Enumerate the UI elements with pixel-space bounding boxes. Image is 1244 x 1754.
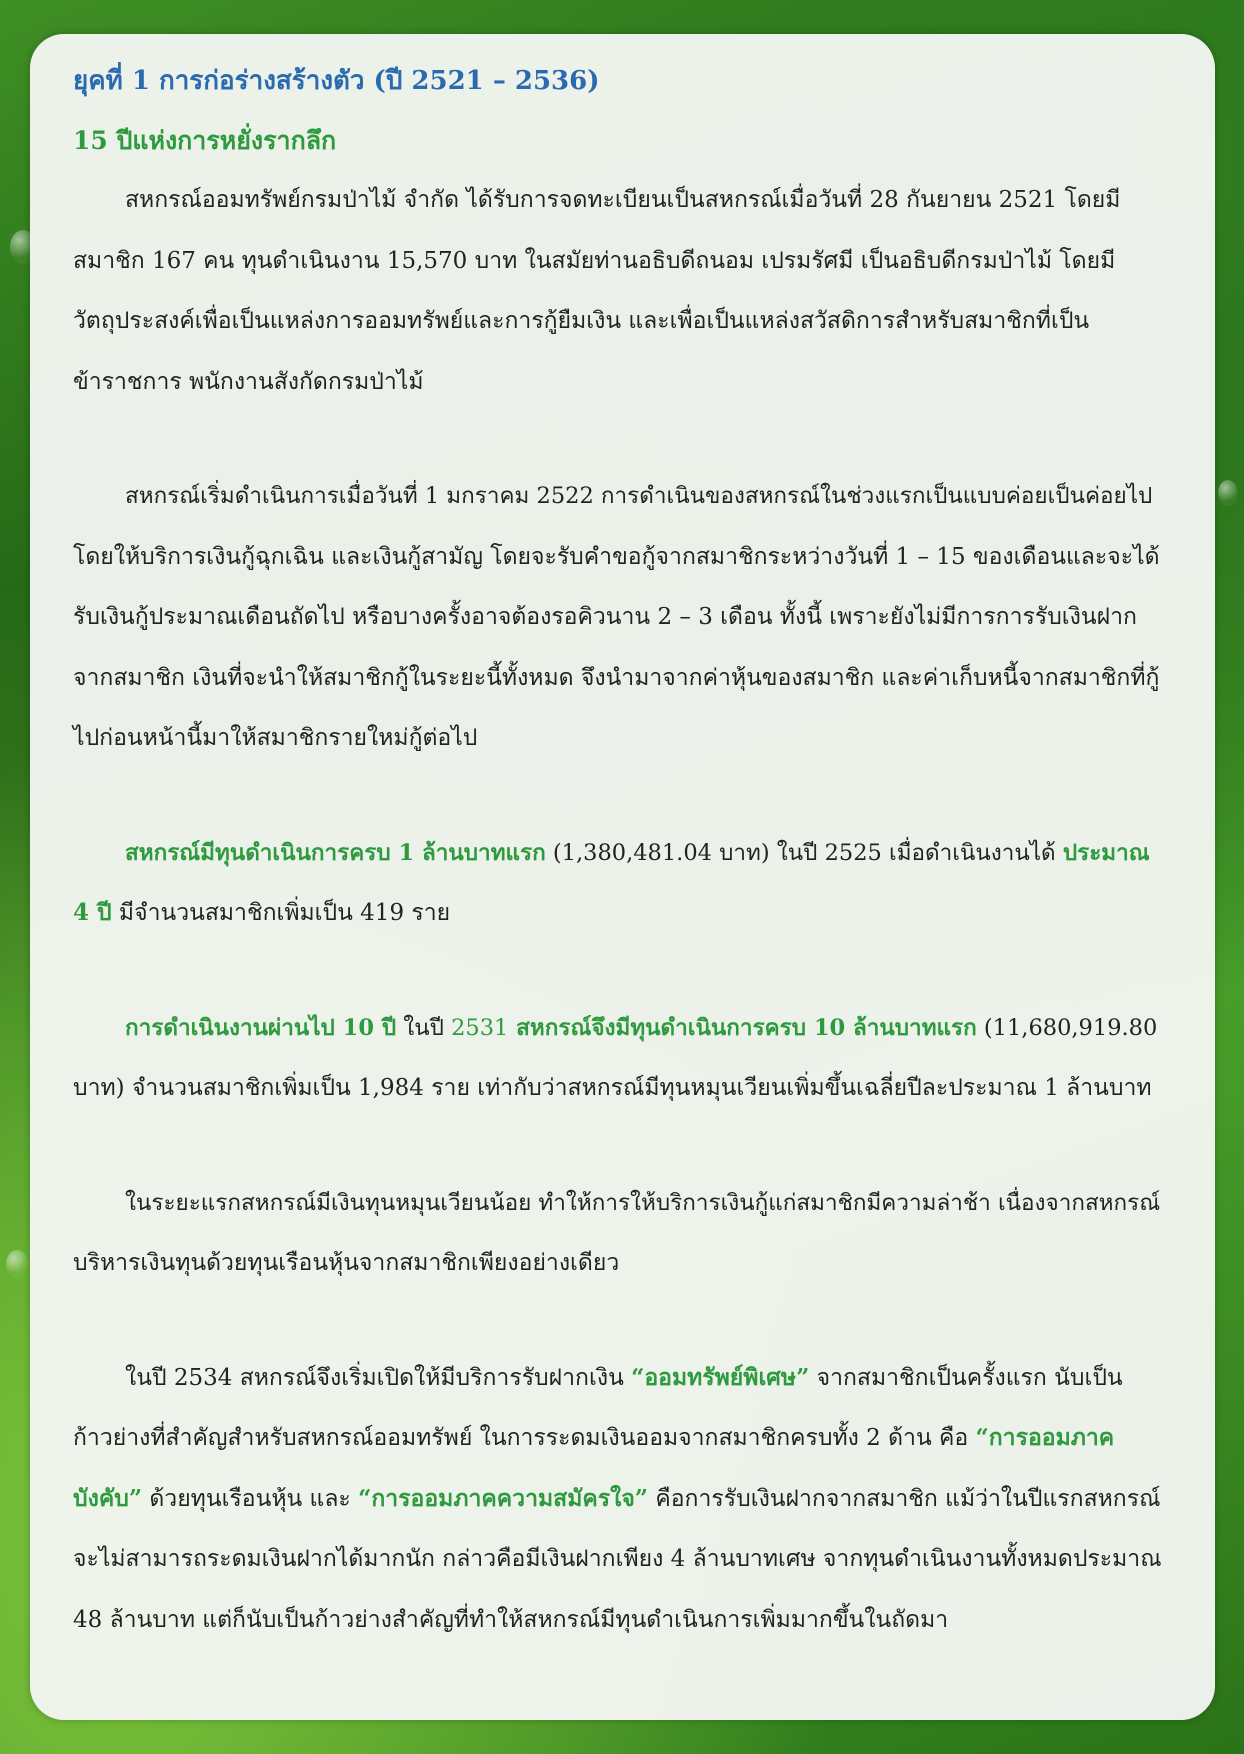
paragraph-1	[73, 170, 1168, 412]
page-subtitle: 15 ปีแห่งการหยั่งรากลึก	[73, 126, 337, 155]
highlight-text: สหกรณ์มีทุนดำเนินการครบ 1 ล้านบาทแรก	[125, 839, 546, 866]
text-span: ก้าวย่างที่สำคัญสำหรับสหกรณ์ออมทรัพย์ ในการระดมเงินออมจากสมาชิกครบทั้ง 2 ด้าน คือ	[73, 1425, 976, 1451]
highlight-text: “การออมภาค	[975, 1424, 1115, 1451]
text-line: วัตถุประสงค์เพื่อเป็นแหล่งการออมทรัพย์และการกู้ยืมเงิน และเพื่อเป็นแหล่งสวัสดิการสำหรับสมาชิกที่เป็น	[73, 308, 1090, 334]
highlight-number: 2531	[451, 1014, 509, 1041]
text-span: ในปี 2534 สหกรณ์จึงเริ่มเปิดให้มีบริการรับฝากเงิน	[125, 1364, 632, 1391]
highlight-text: การดำเนินงานผ่านไป 10 ปี	[125, 1014, 397, 1041]
text-line: รับเงินกู้ประมาณเดือนถัดไป หรือบางครั้งอาจต้องรอคิวนาน 2 – 3 เดือน ทั้งนี้ เพราะยังไม่มีการการรับเงินฝาก	[73, 604, 1137, 630]
text-line: 48 ล้านบาท แต่ก็นับเป็นก้าวย่างสำคัญที่ทำให้สหกรณ์มีทุนดำเนินการเพิ่มมากขึ้นในถัดมา	[73, 1606, 949, 1633]
highlight-text: บังคับ”	[73, 1484, 143, 1512]
text-line: สมาชิก 167 คน ทุนดำเนินงาน 15,570 บาท ในสมัยท่านอธิบดีถนอม เปรมรัศมี เป็นอธิบดีกรมป่าไม้ โดยมี	[73, 247, 1116, 274]
text-span: ด้วยทุนเรือนหุ้น และ	[142, 1485, 359, 1512]
text-line: บาท) จำนวนสมาชิกเพิ่มเป็น 1,984 ราย เท่ากับว่าสหกรณ์มีทุนหมุนเวียนเพิ่มขึ้นเฉลี่ยปีละประมาณ 1 ล้านบาท	[73, 1075, 1152, 1101]
text-line: ในระยะแรกสหกรณ์มีเงินทุนหมุนเวียนน้อย ทำให้การให้บริการเงินกู้แก่สมาชิกมีความล่าช้า เนื่องจากสหกรณ์	[125, 1189, 1161, 1216]
text-line: บริหารเงินทุนด้วยทุนเรือนหุ้นจากสมาชิกเพียงอย่างเดียว	[73, 1250, 620, 1276]
highlight-text: “ออมทรัพย์พิเศษ”	[631, 1363, 810, 1391]
paragraph-4	[73, 998, 1168, 1119]
highlight-text: สหกรณ์จึงมีทุนดำเนินการครบ 10 ล้านบาทแรก	[508, 1014, 977, 1041]
paragraph-6	[73, 1348, 1168, 1651]
background-drop	[1218, 480, 1238, 506]
text-line: จากสมาชิก เงินที่จะนำให้สมาชิกกู้ในระยะนี้ทั้งหมด จึงนำมาจากค่าหุ้นของสมาชิก และค่าเก็บหนี้จากสมาชิกที่กู้	[73, 664, 1160, 691]
text-line: จะไม่สามารถระดมเงินฝากได้มากนัก กล่าวคือมีเงินฝากเพียง 4 ล้านบาทเศษ จากทุนดำเนินงานทั้งหมดประมาณ	[73, 1546, 1162, 1572]
document-body	[73, 58, 1168, 1650]
text-line: สหกรณ์ออมทรัพย์กรมป่าไม้ จำกัด ได้รับการจดทะเบียนเป็นสหกรณ์เมื่อวันที่ 28 กันยายน 2521 โดยมี	[125, 187, 1121, 213]
text-span: ในปี	[396, 1014, 452, 1041]
text-line: สหกรณ์เริ่มดำเนินการเมื่อวันที่ 1 มกราคม 2522 การดำเนินของสหกรณ์ในช่วงแรกเป็นแบบค่อยเป็นค่อยไป	[125, 483, 1153, 509]
text-line: ข้าราชการ พนักงานสังกัดกรมป่าไม้	[73, 368, 424, 395]
paragraph-2	[73, 466, 1168, 769]
paragraph-5	[73, 1173, 1168, 1294]
highlight-text: ประมาณ	[1062, 839, 1150, 866]
highlight-text: “การออมภาคความสมัครใจ”	[358, 1484, 649, 1512]
text-span: คือการรับเงินฝากจากสมาชิก แม้ว่าในปีแรกสหกรณ์	[648, 1485, 1161, 1512]
text-span: (11,680,919.80	[976, 1014, 1158, 1041]
page-title: ยุคที่ 1 การก่อร่างสร้างตัว (ปี 2521 – 2536)	[73, 66, 600, 96]
background-drop	[6, 1250, 28, 1278]
text-line: ไปก่อนหน้านี้มาให้สมาชิกรายใหม่กู้ต่อไป	[73, 725, 478, 751]
text-line: โดยให้บริการเงินกู้ฉุกเฉิน และเงินกู้สามัญ โดยจะรับคำขอกู้จากสมาชิกระหว่างวันที่ 1 – 15 ของเดือนและจะได้	[73, 543, 1160, 570]
text-span: (1,380,481.04 บาท) ในปี 2525 เมื่อดำเนินงานได้	[545, 839, 1063, 866]
paragraph-3	[73, 823, 1168, 944]
text-span: จากสมาชิกเป็นครั้งแรก นับเป็น	[809, 1364, 1123, 1391]
text-span: มีจำนวนสมาชิกเพิ่มเป็น 419 ราย	[111, 900, 451, 926]
highlight-text: 4 ปี	[73, 899, 112, 926]
